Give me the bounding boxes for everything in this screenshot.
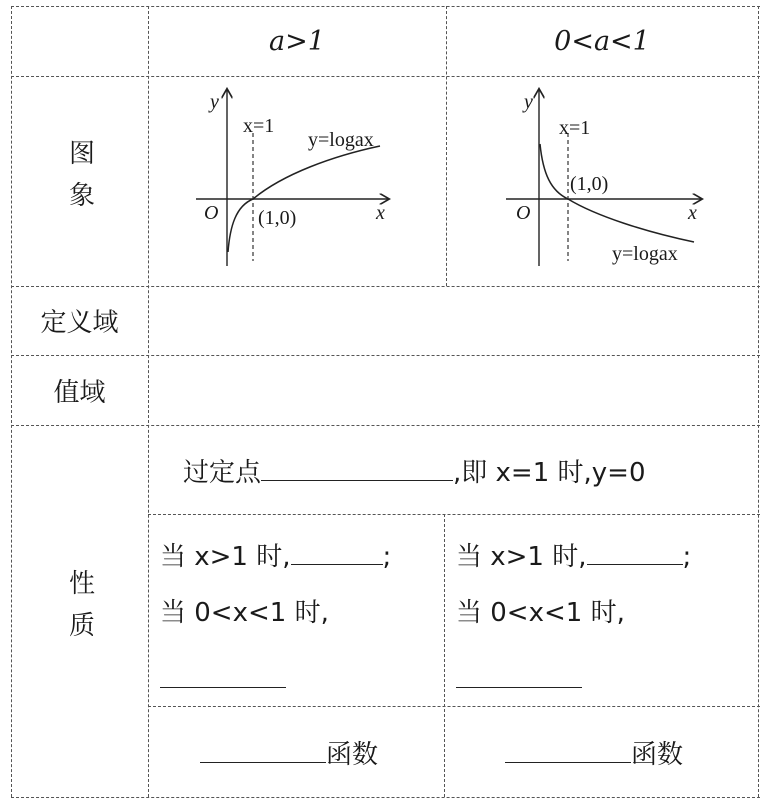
grid-line-right xyxy=(758,6,759,797)
case2-line1-text: 当 x>1 时, xyxy=(456,542,587,572)
row-label-range-text: 值域 xyxy=(53,377,106,408)
origin-label: O xyxy=(516,202,531,224)
origin-label: O xyxy=(204,202,219,224)
case2-blank-1 xyxy=(587,563,683,565)
grid-line-sign-bottom xyxy=(148,706,760,707)
case1-blank-1 xyxy=(291,563,383,565)
fixed-point-statement xyxy=(183,452,646,489)
fixed-point-prefix: 过定点 xyxy=(183,458,262,488)
point-label: (1,0) xyxy=(258,207,297,229)
log-curve-decreasing xyxy=(540,144,694,242)
case2-sign-line2 xyxy=(456,592,625,629)
asymptote-label: x=1 xyxy=(559,117,591,139)
row-label-graph-text: 图象 xyxy=(64,139,95,223)
graph-log-a-between-0-1 xyxy=(446,76,758,286)
header-case2-text: 0<a<1 xyxy=(554,25,650,57)
grid-line-bottom xyxy=(11,797,760,798)
graph-log-a-greater-1 xyxy=(148,76,446,286)
row-label-properties-text: 性质 xyxy=(64,569,95,653)
case1-line1-end: ; xyxy=(382,542,392,572)
y-axis-label: y xyxy=(210,91,219,113)
grid-line-fixed-point-bottom xyxy=(148,514,760,515)
case2-sign-line1 xyxy=(456,536,691,573)
case2-monotonic xyxy=(505,734,683,771)
x-axis-label: x xyxy=(376,202,385,224)
fixed-point-blank xyxy=(261,479,453,481)
curve-label: y=logax xyxy=(612,243,678,265)
header-case-a-greater-1 xyxy=(148,6,446,76)
row-label-properties xyxy=(11,425,148,797)
case1-line1-text: 当 x>1 时, xyxy=(160,542,291,572)
grid-line-mid-lower xyxy=(444,514,445,797)
asymptote-label: x=1 xyxy=(243,115,275,137)
case1-line2-text: 当 0<x<1 时, xyxy=(160,598,329,628)
x-axis-label: x xyxy=(688,202,697,224)
case1-monotonic-blank xyxy=(200,761,326,763)
case2-monotonic-blank xyxy=(505,761,631,763)
row-label-domain xyxy=(11,286,148,355)
case2-line2-text: 当 0<x<1 时, xyxy=(456,598,625,628)
case2-blank-2 xyxy=(456,686,582,688)
case1-blank-2 xyxy=(160,686,286,688)
y-axis-label: y xyxy=(524,91,533,113)
header-case1-text: a>1 xyxy=(269,25,325,57)
case2-line1-end: ; xyxy=(682,542,692,572)
fixed-point-suffix: ,即 x=1 时,y=0 xyxy=(453,458,646,488)
row-label-domain-text: 定义域 xyxy=(40,308,119,338)
header-case-a-between-0-1 xyxy=(446,6,758,76)
point-label: (1,0) xyxy=(570,173,609,195)
row-label-graph xyxy=(11,76,148,286)
case1-monotonic xyxy=(200,734,378,771)
case2-monotonic-suffix: 函数 xyxy=(631,740,684,770)
case1-monotonic-suffix: 函数 xyxy=(326,740,379,770)
curve-label: y=logax xyxy=(308,129,374,151)
row-label-range xyxy=(11,355,148,425)
case1-sign-line1 xyxy=(160,536,391,573)
case1-sign-line2 xyxy=(160,592,329,629)
